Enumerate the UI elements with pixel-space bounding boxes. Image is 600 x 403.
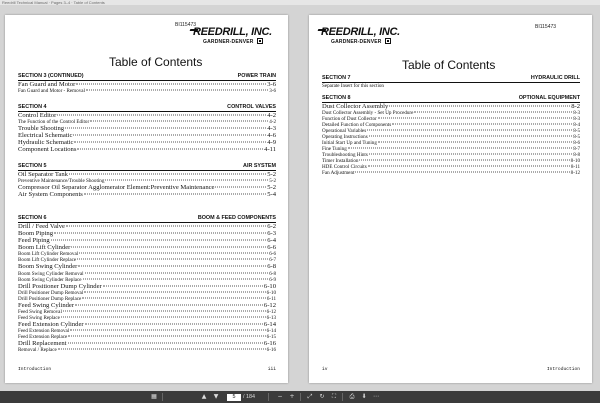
toc-entry-page: 8-8 bbox=[573, 151, 580, 158]
toc-section-header bbox=[322, 75, 580, 83]
dot-leader bbox=[368, 165, 570, 166]
toc-entry-page: 6-10 bbox=[263, 282, 276, 290]
toc-entry[interactable] bbox=[18, 139, 276, 146]
toc-entry-label: Boom Lift Cylinder Removal bbox=[18, 251, 79, 258]
toc-entry-page: 6-8 bbox=[269, 270, 276, 277]
toc-entry[interactable] bbox=[18, 171, 276, 178]
dot-leader bbox=[215, 186, 266, 187]
toc-entry-label: Fan Adjustment bbox=[322, 169, 355, 176]
toc-entry-label: Drill Positioner Dump Replace bbox=[18, 295, 82, 302]
toc-entry-page: 8-5 bbox=[573, 133, 580, 140]
section-number: SECTION 8 bbox=[322, 95, 351, 101]
dot-leader bbox=[85, 323, 263, 324]
fit-page-icon[interactable]: ⤢ bbox=[307, 393, 313, 400]
toc-entry-label: Fan Guard and Motor - Removal bbox=[18, 87, 85, 94]
toc-entry-label: HDE Control Circuits bbox=[322, 163, 367, 170]
company-logo: REEDRILL, INC. GARDNER-DENVER bbox=[321, 26, 411, 46]
dot-leader bbox=[369, 153, 572, 154]
toc-entry-page: 6-2 bbox=[267, 222, 276, 230]
toc-entry-page: 6-16 bbox=[266, 347, 276, 354]
toc-entry-page: 6-7 bbox=[269, 257, 276, 264]
dot-leader bbox=[378, 141, 572, 142]
dot-leader bbox=[414, 111, 572, 112]
toc-entry[interactable] bbox=[18, 112, 276, 119]
toc-entry[interactable] bbox=[18, 132, 276, 139]
dot-leader bbox=[367, 129, 572, 130]
rotate-icon[interactable]: ↻ bbox=[319, 393, 325, 400]
dot-leader bbox=[378, 117, 572, 118]
toc-entry-page: 5-2 bbox=[267, 183, 276, 191]
dot-leader bbox=[63, 310, 266, 311]
window-title-bar: Reedrill Technical Manual · Pages 3–4 · Table of Contents bbox=[0, 0, 600, 5]
toc-entry[interactable] bbox=[18, 146, 276, 153]
fullscreen-icon[interactable]: ⛶ bbox=[331, 393, 337, 400]
toc-entry-label: Boom Lift Cylinder bbox=[18, 244, 71, 252]
toc-entry-label: Detailed Function of Components bbox=[322, 121, 392, 128]
toc-entry-label: Removal / Replace bbox=[18, 347, 57, 354]
section-number: SECTION 5 bbox=[18, 163, 47, 169]
toc-entry-label: Operational Variables bbox=[322, 127, 367, 134]
toc-entry-page: 6-14 bbox=[266, 328, 276, 335]
dot-leader bbox=[86, 89, 268, 90]
section-number: SECTION 3 (CONTINUED) bbox=[18, 73, 84, 79]
toc-entry-page: 5-2 bbox=[269, 177, 276, 184]
section-note: Separate Insert for this section bbox=[322, 82, 384, 89]
toc-entry-label: Boom Swing Cylinder Replace bbox=[18, 276, 82, 283]
toc-entry-label: Component Locations bbox=[18, 146, 77, 154]
toc-entry-page: 5-4 bbox=[267, 190, 276, 198]
toc-entry-label: Fine Tuning bbox=[322, 145, 347, 152]
dot-leader bbox=[77, 149, 263, 150]
toc-entry-label: Feed Swing Replace bbox=[18, 314, 60, 321]
toc-entry-label: The Function of the Control Editor bbox=[18, 118, 90, 125]
toc-entry-page: 4-11 bbox=[264, 146, 276, 154]
dot-leader bbox=[71, 247, 266, 248]
viewer-toolbar bbox=[0, 391, 600, 403]
toc-entry-page: 8-5 bbox=[573, 127, 580, 134]
toc-entry[interactable] bbox=[18, 125, 276, 132]
page-footer bbox=[322, 367, 580, 372]
toc-entry[interactable] bbox=[18, 302, 276, 309]
toc-entry-page: 6-13 bbox=[266, 314, 276, 321]
toc-entry-label: Operating Instructions bbox=[322, 133, 368, 140]
zoom-in-icon[interactable]: + bbox=[289, 393, 295, 400]
dot-leader bbox=[84, 193, 266, 194]
toc-entry-page: 6-8 bbox=[267, 263, 276, 271]
toc-entry-label: Initial Start Up and Tuning bbox=[322, 139, 377, 146]
toc-entry-page: 6-9 bbox=[269, 276, 276, 283]
gardner-denver-emblem-icon bbox=[257, 38, 263, 44]
toc-entry-page: 6-15 bbox=[266, 334, 276, 341]
toc-entry-page: 6-14 bbox=[263, 320, 276, 328]
dot-leader bbox=[75, 304, 263, 305]
section-number: SECTION 7 bbox=[322, 75, 351, 81]
dot-leader bbox=[76, 83, 266, 84]
toc-entry[interactable] bbox=[18, 237, 276, 244]
page-total: / 184 bbox=[243, 394, 255, 400]
toc-entry-page: 3-6 bbox=[267, 80, 276, 88]
toc-entry-page: 8-12 bbox=[570, 169, 580, 176]
toc-entry[interactable] bbox=[18, 184, 276, 191]
dot-leader bbox=[85, 272, 269, 273]
dot-leader bbox=[103, 285, 263, 286]
toc-entry[interactable] bbox=[18, 230, 276, 237]
toc-entry-label: Boom Swing Cylinder bbox=[18, 263, 78, 271]
dot-leader bbox=[66, 225, 266, 226]
toc-entry-label: Trouble Shooting bbox=[18, 124, 65, 132]
dot-leader bbox=[74, 142, 266, 143]
toc-entry-label: Drill Positioner Dump Removal bbox=[18, 289, 84, 296]
toc-entry-label: Feed Extension Removal bbox=[18, 328, 70, 335]
toc-entry-page: 8-6 bbox=[573, 139, 580, 146]
more-icon[interactable]: ⋯ bbox=[373, 393, 379, 400]
toc-entry-page: 8-4 bbox=[573, 121, 580, 128]
toc-section-header bbox=[18, 215, 276, 223]
toc-entry-page: 8-3 bbox=[573, 109, 580, 116]
toc-entry-page: 4-6 bbox=[267, 131, 276, 139]
page-up-icon[interactable]: ▲ bbox=[201, 393, 207, 400]
toc-entry-label: Hydraulic Schematic bbox=[18, 139, 74, 147]
toc-entry-label: Compressor Oil Separator Agglomerator Element:Preventive Maintenance bbox=[18, 183, 215, 191]
dot-leader bbox=[348, 147, 572, 148]
toc-entry[interactable] bbox=[18, 88, 276, 94]
document-page-left bbox=[5, 15, 288, 383]
document-id: BI115473 bbox=[535, 24, 557, 30]
toc-section bbox=[18, 215, 276, 353]
toc-entry-page: 6-10 bbox=[266, 289, 276, 296]
toc-section-header bbox=[18, 163, 276, 171]
toc-section bbox=[18, 104, 276, 154]
toc-entry-label: Timer Installation bbox=[322, 157, 359, 164]
toc-entry-page: 6-3 bbox=[267, 229, 276, 237]
toc-section-header bbox=[322, 95, 580, 103]
toc-entry-label: Feed Swing Removal bbox=[18, 308, 62, 315]
page-navigator bbox=[227, 393, 255, 401]
page-title: Table of Contents bbox=[402, 58, 496, 72]
toc-entry-label: Dust Collector Assembly - Set Up Procedure bbox=[322, 109, 414, 116]
toc-entry-label: Air System Components bbox=[18, 190, 83, 198]
toc-entry[interactable] bbox=[18, 223, 276, 230]
toc-entry[interactable] bbox=[322, 103, 580, 110]
dot-leader bbox=[369, 135, 573, 136]
toc-entry-label: Troubleshooting Hints bbox=[322, 151, 368, 158]
toc-section-header bbox=[18, 73, 276, 81]
toc-entry-page: 3-6 bbox=[269, 87, 276, 94]
dot-leader bbox=[389, 105, 570, 106]
dot-leader bbox=[69, 173, 266, 174]
dot-leader bbox=[58, 349, 266, 350]
zoom-out-icon[interactable]: − bbox=[277, 393, 283, 400]
toc-entry-page: 6-11 bbox=[266, 295, 276, 302]
footer-left: Introduction bbox=[18, 367, 52, 372]
toc-entry-label: Drill Replacement bbox=[18, 340, 67, 348]
toc-entry-page: 8-2 bbox=[571, 102, 580, 110]
toolbar-divider bbox=[342, 393, 343, 401]
dot-leader bbox=[70, 330, 265, 331]
toc-entry-label: Drill Positioner Dump Cylinder bbox=[18, 282, 102, 290]
page-number-input[interactable]: 5 bbox=[227, 394, 241, 401]
toc-entry-label: Electrical Schematic bbox=[18, 131, 73, 139]
toc-entry[interactable] bbox=[322, 170, 580, 176]
thumbnail-icon[interactable]: ▦ bbox=[151, 393, 157, 400]
toc-entry-page: 6-16 bbox=[263, 340, 276, 348]
toc-entry-label: Feed Swing Cylinder bbox=[18, 301, 75, 309]
dot-leader bbox=[78, 266, 266, 267]
toc-entry-page: 4-2 bbox=[269, 118, 276, 125]
section-name: BOOM & FEED COMPONENTS bbox=[197, 215, 276, 221]
toc-entry[interactable] bbox=[18, 340, 276, 347]
toc-entry-page: 4-2 bbox=[267, 111, 276, 119]
toc-entry-page: 6-6 bbox=[269, 251, 276, 258]
footer-page-number: iv bbox=[322, 367, 328, 372]
dot-leader bbox=[77, 259, 268, 260]
toc-entry-label: Boom Swing Cylinder Removal bbox=[18, 270, 84, 277]
toc-entry-label: Dust Collector Assembly bbox=[322, 102, 389, 110]
toc-entry-label: Feed Extension Cylinder bbox=[18, 320, 84, 328]
document-page-right bbox=[309, 15, 592, 383]
section-number: SECTION 6 bbox=[18, 215, 47, 221]
toc-section bbox=[322, 95, 580, 176]
dot-leader bbox=[84, 291, 265, 292]
section-name: HYDRAULIC DRILL bbox=[530, 75, 580, 81]
toc-entry-label: Feed Piping bbox=[18, 236, 50, 244]
save-icon[interactable]: ⬇ bbox=[361, 393, 367, 400]
dot-leader bbox=[79, 253, 268, 254]
toc-entry[interactable] bbox=[18, 81, 276, 88]
toc-entry-label: Fan Guard and Motor bbox=[18, 80, 76, 88]
dot-leader bbox=[359, 159, 569, 160]
page-title: Table of Contents bbox=[109, 55, 203, 69]
dot-leader bbox=[51, 239, 267, 240]
toc-entry-label: Preventive Maintenance/Trouble Shooting bbox=[18, 177, 105, 184]
toc-entry-label: Control Editor bbox=[18, 111, 57, 119]
toc-section-header bbox=[18, 104, 276, 112]
toc-entry-page: 8-3 bbox=[573, 115, 580, 122]
toc-entry-label: Boom Piping bbox=[18, 229, 53, 237]
toc-entry-page: 6-12 bbox=[263, 301, 276, 309]
dot-leader bbox=[105, 179, 268, 180]
dot-leader bbox=[57, 114, 266, 115]
toc-entry-page: 5-2 bbox=[267, 170, 276, 178]
dot-leader bbox=[68, 343, 263, 344]
toc-entry[interactable] bbox=[18, 347, 276, 353]
toc-entry[interactable] bbox=[18, 321, 276, 328]
print-icon[interactable]: ⎙ bbox=[349, 393, 355, 400]
footer-right: Introduction bbox=[546, 367, 580, 372]
toc-section bbox=[18, 163, 276, 198]
section-name: OPTIONAL EQUIPMENT bbox=[518, 95, 580, 101]
toc-entry-label: Feed Extension Replace bbox=[18, 334, 68, 341]
dot-leader bbox=[61, 316, 266, 317]
dot-leader bbox=[68, 336, 265, 337]
toc-entry-label: Oil Separator Tank bbox=[18, 170, 68, 178]
page-footer bbox=[18, 367, 276, 372]
dot-leader bbox=[73, 134, 266, 135]
toolbar-divider bbox=[300, 393, 301, 401]
toc-section bbox=[322, 75, 580, 90]
section-name: POWER TRAIN bbox=[237, 73, 276, 79]
document-id: BI115473 bbox=[175, 22, 197, 28]
toc-entry[interactable] bbox=[18, 263, 276, 270]
dot-leader bbox=[65, 127, 266, 128]
toc-entry-page: 8-10 bbox=[570, 157, 580, 164]
toc-entry[interactable] bbox=[18, 283, 276, 290]
toc-entry-page: 4-3 bbox=[267, 124, 276, 132]
toc-entry-page: 8-11 bbox=[570, 163, 580, 170]
gardner-denver-emblem-icon bbox=[385, 38, 391, 44]
section-name: CONTROL VALVES bbox=[227, 104, 276, 110]
dot-leader bbox=[83, 278, 269, 279]
footer-page-number: iii bbox=[267, 367, 276, 372]
dot-leader bbox=[90, 120, 268, 121]
toc-entry[interactable] bbox=[18, 191, 276, 198]
toc-entry-label: Boom Lift Cylinder Replace bbox=[18, 257, 77, 264]
toc-entry-page: 8-7 bbox=[573, 145, 580, 152]
dot-leader bbox=[392, 123, 572, 124]
page-down-icon[interactable]: ▼ bbox=[213, 393, 219, 400]
document-viewport[interactable] bbox=[0, 5, 600, 391]
toc-entry-label: Drill / Feed Valve bbox=[18, 222, 65, 230]
toc-entry-page: 6-6 bbox=[267, 244, 276, 252]
toc-entry-page: 6-4 bbox=[267, 236, 276, 244]
toc-section bbox=[18, 73, 276, 94]
toc-entry-page: 6-12 bbox=[266, 308, 276, 315]
section-number: SECTION 4 bbox=[18, 104, 47, 110]
toc-entry-label: Function of Dust Collector bbox=[322, 115, 377, 122]
dot-leader bbox=[82, 297, 266, 298]
company-logo: REEDRILL, INC. GARDNER-DENVER bbox=[193, 26, 283, 46]
dot-leader bbox=[54, 232, 266, 233]
toc-entry-page: 4-9 bbox=[267, 139, 276, 147]
toolbar-divider bbox=[268, 393, 269, 401]
section-name: AIR SYSTEM bbox=[243, 163, 276, 169]
toolbar-divider bbox=[162, 393, 163, 401]
dot-leader bbox=[355, 171, 569, 172]
